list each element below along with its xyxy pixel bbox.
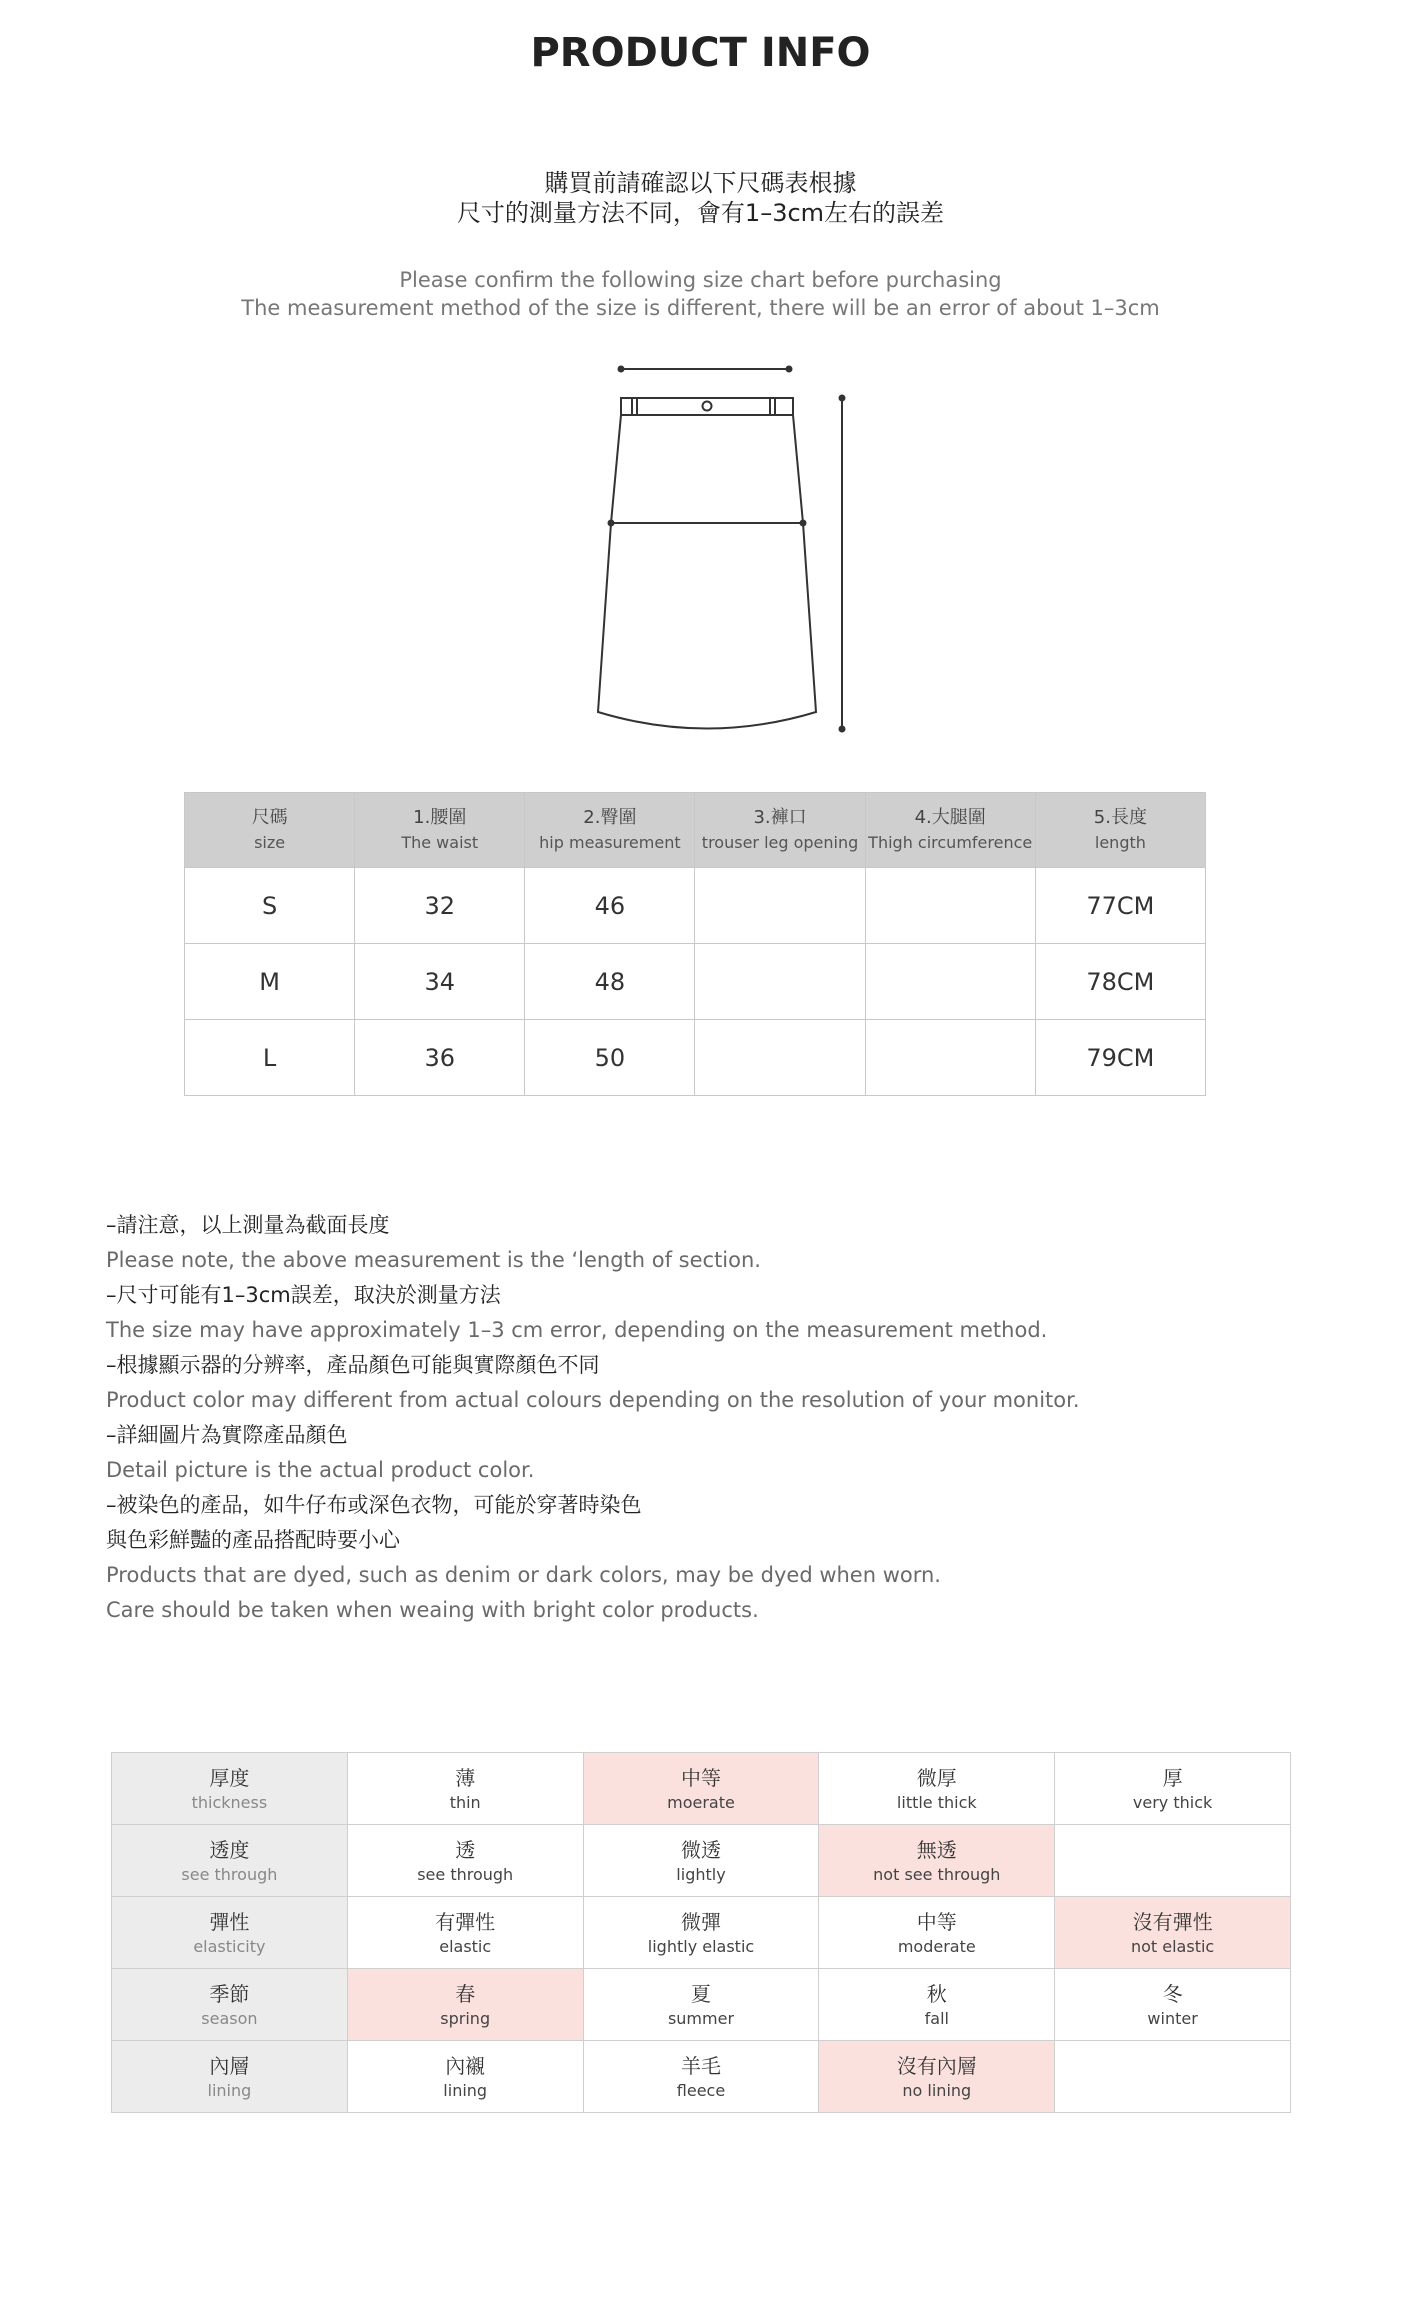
waist-measure-dot-left — [619, 367, 624, 372]
attribute-option-empty — [1055, 1825, 1291, 1897]
intro-en-line-1: Please confirm the following size chart before purchasing — [399, 268, 1002, 292]
intro-en-line-2: The measurement method of the size is different, there will be an error of about 1–3cm — [241, 296, 1160, 320]
note-en: Product color may different from actual colours depending on the resolution of your monitor. — [106, 1388, 1080, 1412]
notes-section — [106, 1208, 1306, 1628]
size-chart-header-row — [185, 793, 1206, 868]
attribute-option-selected: 無透 not see through — [819, 1825, 1055, 1897]
attribute-option-selected: 春 spring — [347, 1969, 583, 2041]
note-cn: –被染色的產品，如牛仔布或深色衣物，可能於穿著時染色 — [106, 1493, 642, 1517]
attribute-option: 薄 thin — [347, 1753, 583, 1825]
table-cell: 77CM — [1035, 868, 1205, 944]
attribute-option-selected: 中等 moerate — [583, 1753, 819, 1825]
attribute-option: 透 see through — [347, 1825, 583, 1897]
page-title: PRODUCT INFO — [530, 30, 871, 76]
table-cell — [865, 868, 1035, 944]
table-cell — [695, 868, 865, 944]
attribute-option: 微厚 little thick — [819, 1753, 1055, 1825]
header-cell-length: 5.長度 length — [1035, 793, 1205, 868]
attribute-label: 季節 season — [112, 1969, 348, 2041]
size-chart-table — [184, 792, 1206, 1096]
header-cell-leg-opening: 3.褲口 trouser leg opening — [695, 793, 865, 868]
table-cell — [865, 944, 1035, 1020]
attribute-row-see-through — [112, 1825, 1291, 1897]
table-cell: 32 — [355, 868, 525, 944]
table-cell — [695, 944, 865, 1020]
table-cell: 79CM — [1035, 1020, 1205, 1096]
table-row — [185, 944, 1206, 1020]
attribute-option: 有彈性 elastic — [347, 1897, 583, 1969]
note-en: Products that are dyed, such as denim or dark colors, may be dyed when worn. — [106, 1563, 941, 1587]
table-cell: 36 — [355, 1020, 525, 1096]
attribute-option: 微彈 lightly elastic — [583, 1897, 819, 1969]
header-cell-hip: 2.臀圍 hip measurement — [525, 793, 695, 868]
note-en: Care should be taken when weaing with bright color products. — [106, 1598, 759, 1622]
attribute-row-elasticity — [112, 1897, 1291, 1969]
note-cn: –尺寸可能有1–3cm誤差，取決於測量方法 — [106, 1283, 501, 1307]
fabric-attributes-table — [111, 1752, 1291, 2113]
attribute-option-selected: 沒有內層 no lining — [819, 2041, 1055, 2113]
attribute-row-season — [112, 1969, 1291, 2041]
attribute-label: 透度 see through — [112, 1825, 348, 1897]
attribute-row-lining — [112, 2041, 1291, 2113]
note-cn: –詳細圖片為實際產品顏色 — [106, 1423, 348, 1447]
header-cell-waist: 1.腰圍 The waist — [355, 793, 525, 868]
attribute-option: 微透 lightly — [583, 1825, 819, 1897]
attribute-option-empty — [1055, 2041, 1291, 2113]
table-cell: L — [185, 1020, 355, 1096]
attribute-option: 內襯 lining — [347, 2041, 583, 2113]
waist-measure-dot-right — [787, 367, 792, 372]
intro-chinese — [0, 168, 1401, 228]
skirt-outline — [598, 415, 816, 729]
table-row — [185, 868, 1206, 944]
table-cell: 46 — [525, 868, 695, 944]
note-en: Detail picture is the actual product color. — [106, 1458, 535, 1482]
header-cell-size: 尺碼 size — [185, 793, 355, 868]
table-cell — [865, 1020, 1035, 1096]
header-cell-thigh: 4.大腿圍 Thigh circumference — [865, 793, 1035, 868]
attribute-label: 內層 lining — [112, 2041, 348, 2113]
note-en: Please note, the above measurement is the ‘length of section. — [106, 1248, 761, 1272]
table-cell: S — [185, 868, 355, 944]
intro-cn-line-1: 購買前請確認以下尺碼表根據 — [544, 169, 857, 197]
skirt-diagram — [570, 360, 870, 750]
attribute-option: 厚 very thick — [1055, 1753, 1291, 1825]
note-en: The size may have approximately 1–3 cm error, depending on the measurement method. — [106, 1318, 1048, 1342]
note-cn: –請注意，以上測量為截面長度 — [106, 1213, 390, 1237]
attribute-option: 夏 summer — [583, 1969, 819, 2041]
table-cell: 48 — [525, 944, 695, 1020]
intro-english — [0, 266, 1401, 322]
table-cell: 50 — [525, 1020, 695, 1096]
attribute-row-thickness — [112, 1753, 1291, 1825]
attribute-label: 彈性 elasticity — [112, 1897, 348, 1969]
attribute-option-selected: 沒有彈性 not elastic — [1055, 1897, 1291, 1969]
table-cell: 78CM — [1035, 944, 1205, 1020]
table-cell — [695, 1020, 865, 1096]
attribute-option: 中等 moderate — [819, 1897, 1055, 1969]
table-cell: 34 — [355, 944, 525, 1020]
attribute-option: 羊毛 fleece — [583, 2041, 819, 2113]
note-cn: 與色彩鮮豔的產品搭配時要小心 — [106, 1528, 400, 1552]
table-row — [185, 1020, 1206, 1096]
attribute-option: 冬 winter — [1055, 1969, 1291, 2041]
note-cn: –根據顯示器的分辨率，產品顏色可能與實際顏色不同 — [106, 1353, 600, 1377]
table-cell: M — [185, 944, 355, 1020]
attribute-option: 秋 fall — [819, 1969, 1055, 2041]
attribute-label: 厚度 thickness — [112, 1753, 348, 1825]
intro-cn-line-2: 尺寸的測量方法不同，會有1–3cm左右的誤差 — [456, 199, 945, 227]
